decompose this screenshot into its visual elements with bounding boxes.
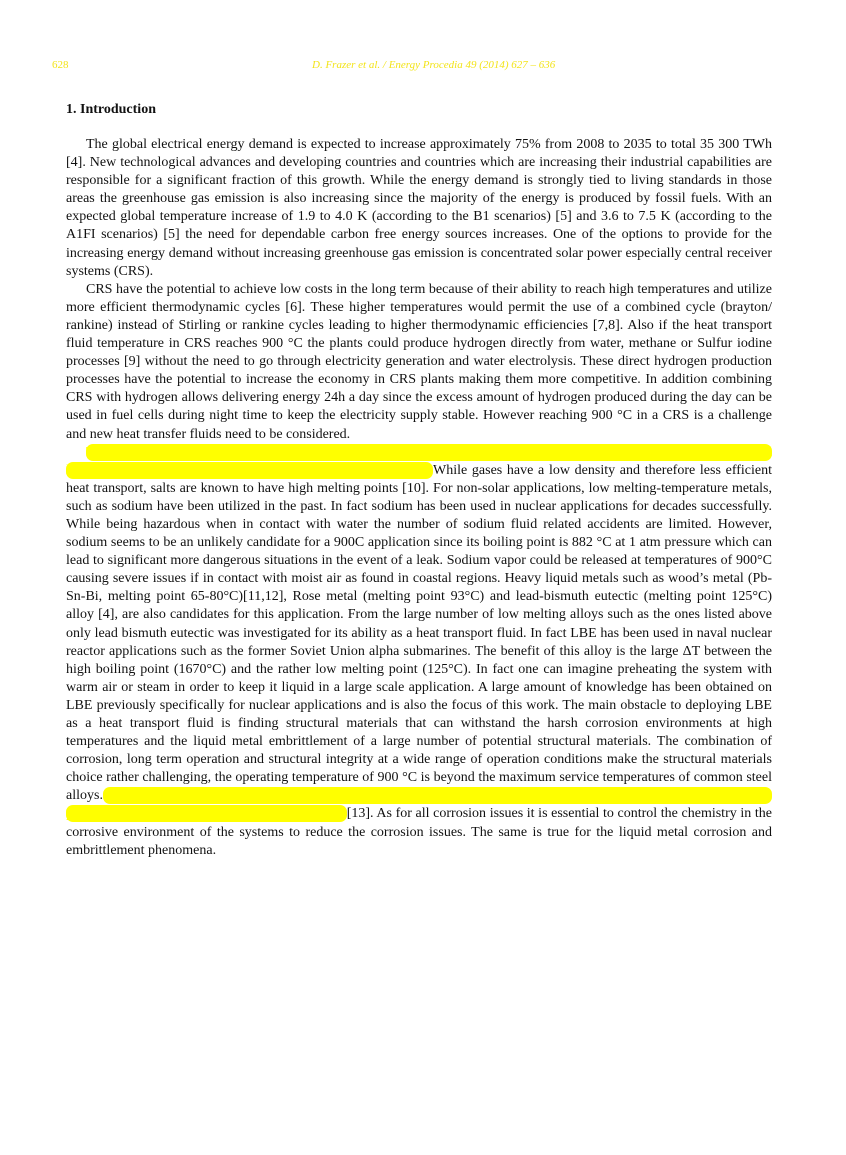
redaction-highlight-2: Therefore, high temperature alloys such as nickel based superalloys and refractory metals are being evaluated for this purpose including their behaviour in liquid metals [66, 788, 772, 822]
redaction-highlight-1: To reach such temperatures several types of heat transport fluids are being considered, including gases, molten salts and liquid metals, each with its own advantages and disadvantages. [66, 444, 772, 478]
paragraph-3-end: [13]. As for all corrosion issues it is essential to control the chemistry in the corrosive environment of the systems to reduce the corrosion issues. The same is true for the liquid metal corrosion and embrittlement phenomena. [66, 806, 772, 858]
paragraph-1: The global electrical energy demand is expected to increase approximately 75% from 2008 to 2035 to total 35 300 TWh [4]. New technological advances and developing countries and countries which are increasing their industrial capabilities are responsible for a significant fraction of this growth. While the energy demand is strongly tied to living standards in those areas the greenhouse gas emission is also increasing since the majority of the energy is produced by fossil fuels. With an expected global temperature increase of 1.9 to 4.0 K (according to the B1 scenarios) [5] and 3.6 to 7.5 K (according to the A1FI scenarios) [5] the need for dependable carbon free energy sources increases. One of the options to provide for the increasing energy demand without increasing greenhouse gas emission is concentrated solar power especially central receiver systems (CRS). [66, 137, 772, 279]
running-header [52, 59, 772, 73]
paragraph-3-text: While gases have a low density and therefore less efficient heat transport, salts are known to have high melting points [10]. For non-solar applications, low melting-temperature metals, such as sodium have been utilized in the past. In fact sodium has been used in nuclear applications for decades successfully. While being hazardous when in contact with water the number of sodium fluid related accidents are limited. However, sodium seems to be an unlikely candidate for a 900C application since its boiling point is 882 °C at 1 atm pressure which can lead to significant more dangerous situations in the event of a leak. Sodium vapor could be released at temperatures of 900°C causing severe issues if in contact with moist air as found in coastal regions. Heavy liquid metals such as wood’s metal (Pb-Sn-Bi, melting point 65-80°C)[11,12], Rose metal (melting point 93°C) and lead-bismuth eutectic (melting point 125°C) alloy [4], are also candidates for this application. From the large number of low melting alloys such as the ones listed above only lead bismuth eutectic was investigated for its ability as a heat transport fluid. In fact LBE has been used in naval nuclear reactor applications such as the former Soviet Union alpha submarines. The benefit of this alloy is the large ΔT between the high boiling point (1670°C) and the rather low melting point (125°C). In fact one can imagine preheating the system with warm air or steam in order to keep it liquid in a large scale application. A large amount of knowledge has been obtained on LBE previously specifically for nuclear applications and is also the focus of this work. The main obstacle to deploying LBE as a heat transport fluid is finding structural materials that can withstand the harsh corrosion environments at high temperatures and the liquid metal embrittlement of a large number of potential structural materials. The combination of corrosion, long term operation and structural integrity at a wide range of operation conditions make the structural materials choice rather challenging, the operating temperature of 900 °C is beyond the maximum service temperatures of common steel alloys. [66, 462, 772, 804]
body-text [66, 136, 772, 860]
paragraph-3 [66, 444, 772, 860]
journal-citation: D. Frazer et al. / Energy Procedia 49 (2014) 627 – 636 [312, 59, 556, 71]
paragraph-2: CRS have the potential to achieve low costs in the long term because of their ability to reach high temperatures and utilize more efficient thermodynamic cycles [6]. These higher temperatures would permit the use of a combined cycle (brayton/ rankine) instead of Stirling or rankine cycles leading to higher thermodynamic efficiencies [7,8]. Also if the heat transport fluid temperature in CRS reaches 900 °C the plants could produce hydrogen directly from water, methane or Sulfur iodine processes [9] without the need to go through electricity generation and water electrolysis. These direct hydrogen production processes have the potential to increase the economy in CRS plants making them more competitive. In addition combining CRS with hydrogen allows delivering energy 24h a day since the excess amount of hydrogen produced during the day can be used in fuel cells during night time to keep the electricity supply stable. However reaching 900 °C in a CRS is a challenge and new heat transfer fluids need to be considered. [66, 281, 772, 442]
section-heading: 1. Introduction [66, 102, 156, 117]
page-number: 628 [52, 59, 69, 71]
